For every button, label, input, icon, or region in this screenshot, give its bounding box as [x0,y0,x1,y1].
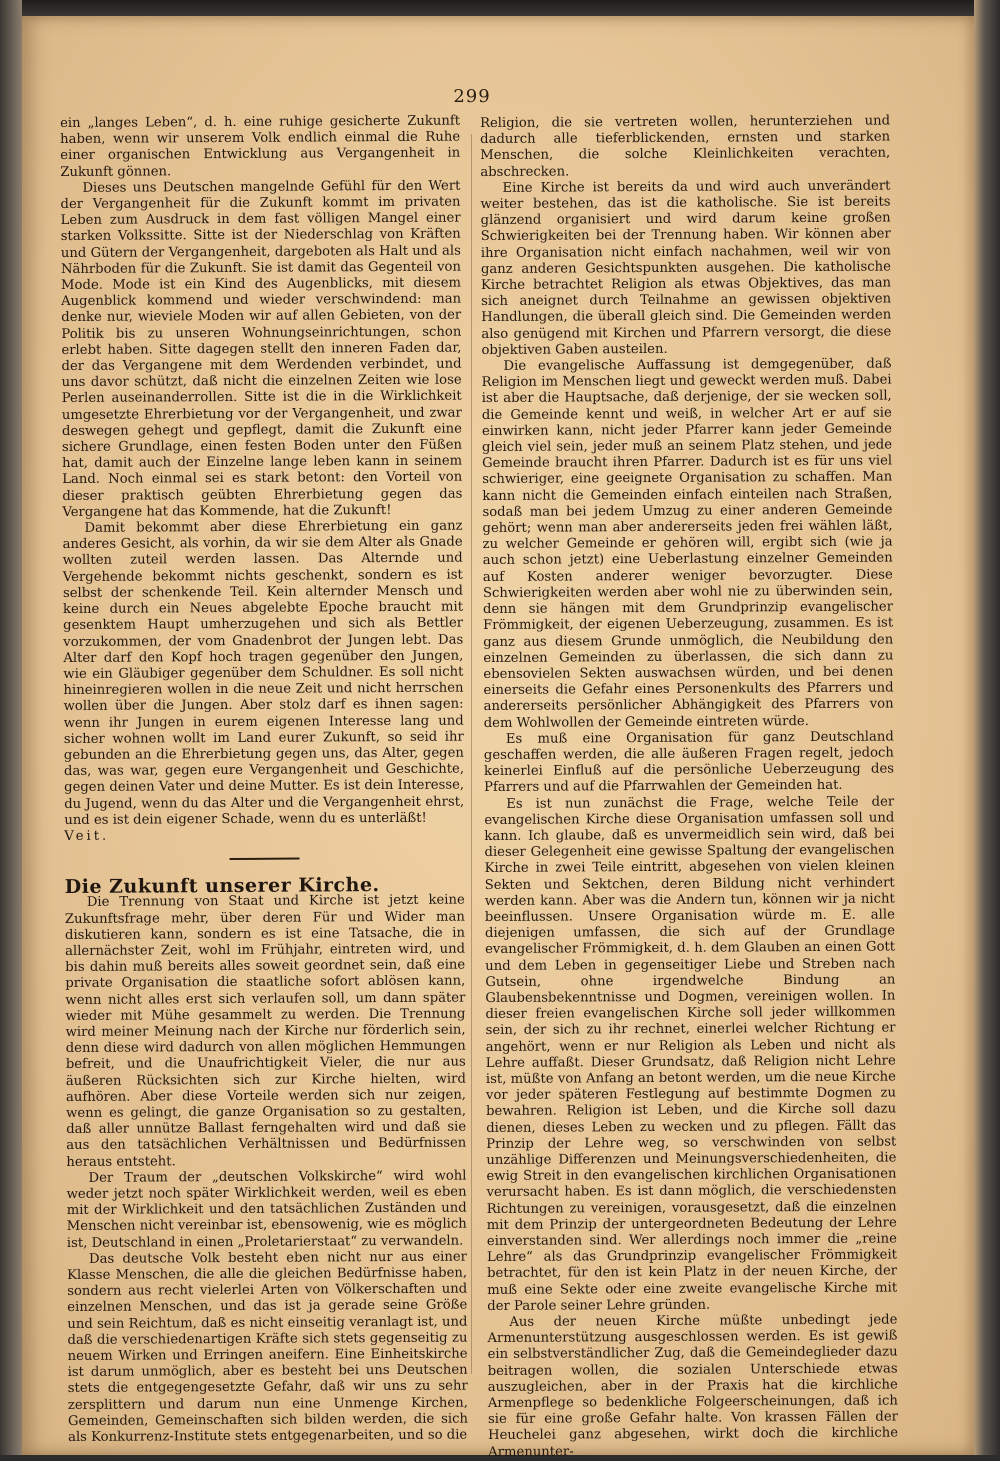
right-paragraph-2: Eine Kirche ist bereits da und wird auch unverändert weiter bestehen, das ist die katholische. Sie ist bereits glänzend organisiert und wird darum keine großen Schwierigkeiten bei der Trennung haben. Wir können aber ihre Organisation nicht einfach nachahmen, weil wir von ganz anderen Gesichtspunkten ausgehen. Die katholische Kirche betrachtet Religion als etwas Objektives, das man sich aneignet durch Teilnahme an gewissen objektiven Handlungen, die überall gleich sind. Die Gemeinden werden also genügend mit Kirchen und Pfarrern versorgt, die diese objektiven Gaben austeilen. [480,178,892,358]
right-column [480,113,898,1460]
column-divider [471,134,472,1374]
book-page [22,16,974,1460]
right-paragraph-4: Es muß eine Organisation für ganz Deutschland geschaffen werden, die alle äußeren Fragen regelt, jedoch keinerlei Einfluß auf die persönliche Ueberzeugung des Pfarrers und auf die Pfarrwahlen der Gemeinden hat. [483,729,895,796]
page-number: 299 [453,86,491,107]
right-paragraph-3: Die evangelische Auffassung ist demgegenüber, daß Religion im Menschen liegt und geweckt werden muß. Dabei ist aber die Hauptsache, daß derjenige, der sie wecken soll, die Gemeinde kennt und weiß, in welcher Art er auf sie einwirken kann, nicht jeder Pfarrer kann jeder Gemeinde gleich viel sein, jeder muß an seinem Platz stehen, und jede Gemeinde braucht ihren Pfarrer. Dadurch ist es für uns viel schwieriger, eine geeignete Organisation zu schaffen. Man kann nicht die Gemeinden einfach einteilen nach Straßen, sodaß man bei jedem Umzug zu einer anderen Gemeinde gehört; wenn man aber andererseits jeden frei wählen läßt, zu welcher Gemeinde er gehören will, ergibt sich (wie ja auch schon jetzt) eine Ueberlastung einzelner Gemeinden auf Kosten anderer weniger bevorzugter. Diese Schwierigkeiten werden aber wohl nie zu überwinden sein, denn sie hängen mit dem Grundprinzip evangelischer Frömmigkeit, der eigenen Ueberzeugung, zusammen. Es ist ganz aus diesem Grunde unmöglich, die Neubildung den einzelnen Gemeinden zu überlassen, die sich dann zu ebensovielen Sekten auswachsen würden, und bei denen einerseits die Gefahr eines Personenkults des Pfarrers und andererseits persönlicher Abhängigkeit des Pfarrers von dem Wohlwollen der Gemeinde eintreten würde. [481,356,894,731]
book-binding [0,0,22,1455]
article-heading: Die Zukunft unserer Kirche. [64,874,380,899]
left-paragraph-5: Der Traum der „deutschen Volkskirche“ wird wohl weder jetzt noch später Wirklichkeit werden, weil es eben mit der Wirklichkeit und den tatsächlichen Zuständen und Menschen nicht vereinbar ist, ebensowenig, wie es möglich ist, Deutschland in einen „Proletarierstaat“ zu verwandeln. [66,1168,467,1251]
left-paragraph-2: Dieses uns Deutschen mangelnde Gefühl für den Wert der Vergangenheit für die Zukunft kommt im privaten Leben zum Ausdruck in dem fast völligen Mangel einer starken Volkssitte. Sitte ist der Niederschlag von Kräften und Gütern der Vergangenheit, dargeboten als Halt und als Nährboden für die Zukunft. Sie ist damit das Gegenteil von Mode. Mode ist ein Kind des Augenblicks, mit diesem Augenblick kommend und wieder verschwindend: man denke nur, wieviele Moden wir auf allen Gebieten, von der Politik bis zu unseren Wohnungseinrichtungen, schon erlebt haben. Sitte dagegen stellt den inneren Faden dar, der das Vergangene mit dem Werdenden verbindet, und uns davor schützt, daß nicht die einzelnen Zeiten wie lose Perlen auseinanderrollen. Sitte ist die in die Wirklichkeit umgesetzte Ehrerbietung vor der Vergangenheit, und zwar deswegen gehegt und gepflegt, damit die Zukunft eine sichere Grundlage, einen festen Boden unter den Füßen hat, damit auch der Einzelne lange leben kann in seinem Land. Noch einmal sei es stark betont: den Vorteil von dieser praktisch geübten Ehrerbietung gegen das Vergangene hat das Kommende, hat die Zukunft! [60,178,463,520]
section-rule [230,858,300,860]
author-signature: Veit. [64,828,110,844]
left-paragraph-4: Die Trennung von Staat und Kirche ist jetzt keine Zukunftsfrage mehr, über deren Für und Wider man diskutieren kann, sondern es ist eine Tatsache, die in allernächster Zeit, wohl im Frühjahr, eintreten wird, und bis dahin muß bereits alles soweit geordnet sein, daß eine private Organisation die staatliche sofort ablösen kann, wenn nicht alles erst sich verlaufen soll, um dann später wieder mit Mühe gesammelt zu werden. Die Trennung wird meiner Meinung nach der Kirche nur förderlich sein, denn diese wird dadurch von allen möglichen Hemmungen befreit, und die Unaufrichtigkeit Vieler, die nur aus äußeren Rücksichten sich zur Kirche hielten, wird aufhören. Aber diese Vorteile werden sich nur zeigen, wenn es gelingt, die ganze Organisation so zu gestalten, daß aller unnütze Ballast ferngehalten wird und daß sie aus den tatsächlichen Verhältnissen und Bedürfnissen heraus entsteht. [64,892,467,1170]
right-paragraph-5: Es ist nun zunächst die Frage, welche Teile der evangelischen Kirche diese Organisation umfassen soll und kann. Ich glaube, daß es unvermeidlich sein wird, daß bei dieser Gelegenheit eine gewisse Spaltung der evangelischen Kirche in zwei Teile eintritt, abgesehen von vielen kleinen Sekten und Sektchen, deren Bildung nicht verhindert werden kann. Aber was die Andern tun, können wir ja nicht beeinflussen. Unsere Organisation würde m. E. alle diejenigen umfassen, die sich auf der Grundlage evangelischer Frömmigkeit, d. h. dem Glauben an einen Gott und dem Leben in gegenseitiger Liebe und Streben nach Gutsein, ohne irgendwelche Bindung an Glaubensbekenntnisse und Dogmen, vereinigen wollen. In dieser freien evangelischen Kirche soll jeder willkommen sein, der sich zu ihr rechnet, einerlei welcher Richtung er angehört, wenn er nur Religion als Leben und nicht als Lehre auffaßt. Dieser Grundsatz, daß Religion nicht Lehre ist, müßte von Anfang an betont werden, um die neue Kirche vor jeder späteren Festlegung auf bestimmte Dogmen zu bewahren. Religion ist Leben, und die Kirche soll dazu dienen, dieses Leben zu wecken und zu pflegen. Fällt das Prinzip der Lehre weg, so verschwinden von selbst unzählige Differenzen und Meinungsverschiedenheiten, die ewig Streit in den evangelischen kirchlichen Organisationen verursacht haben. Es ist dann möglich, die verschiedensten Richtungen zu vereinigen, vorausgesetzt, daß die einzelnen mit dem Prinzip der untergeordneten Bedeutung der Lehre einverstanden sind. Wer allerdings noch immer die „reine Lehre“ als das Grundprinzip evangelischer Frömmigkeit betrachtet, für den ist kein Platz in der neuen Kirche, der muß eine Sekte oder eine zweite evangelische Kirche mit der Parole seiner Lehre gründen. [484,794,898,1314]
left-paragraph-6: Das deutsche Volk besteht eben nicht nur aus einer Klasse Menschen, die alle die gleichen Bedürfnisse haben, sondern aus recht vielerlei Arten von Völkerschaften und einzelnen Menschen, und das ist ja gerade seine Größe und sein Reichtum, daß es nicht einseitig veranlagt ist, und daß die verschiedenartigen Kräfte sich stets gegenseitig zu neuem Wirken und Erringen aneifern. Eine Einheitskirche ist darum unmöglich, aber es besteht bei uns Deutschen stets die entgegengesetzte Gefahr, daß wir uns zu sehr zersplittern und darum nun eine Unmenge Kirchen, Gemeinden, Gemeinschaften sich bilden werden, die sich als Konkurrenz-Institute stets entgegenarbeiten, und so die [67,1249,469,1446]
left-paragraph-3: Damit bekommt aber diese Ehrerbietung ein ganz anderes Gesicht, als vorhin, da wir sie dem Alter als Gnade wollten zuteil werden lassen. Das Alternde und Vergehende bekommt nichts geschenkt, sondern es ist selbst der schenkende Teil. Kein alternder Mensch und keine durch ein Neues abgelebte Epoche braucht mit gesenktem Haupt umherzugehen und sich als Bettler vorzukommen, der vom Gnadenbrot der Jungen lebt. Das Alter darf den Kopf hoch tragen gegenüber den Jungen, wie ein Gläubiger gegenüber dem Schuldner. Es soll nicht hineinregieren wollen in die neue Zeit und nicht herrschen wollen über die Jungen. Aber stolz darf es ihnen sagen: wenn ihr Jungen in eurem eigenen Interesse lang und sicher wohnen wollt im Land eurer Zukunft, so seid ihr gebunden an die Ehrerbietung gegen uns, das Alter, gegen das, was war, gegen eure Vergangenheit und Geschichte, gegen deinen Vater und deine Mutter. Es ist dein Interesse, du Jugend, wenn du das Alter und die Vergangenheit ehrst, und es ist dein eigener Schade, wenn du es unterläßt! [62,518,465,828]
scan-right-edge [974,0,1000,1455]
left-paragraph-1: ein „langes Leben“, d. h. eine ruhige gesicherte Zukunft haben, wenn wir unserem Volk endlich einmal die Ruhe einer organischen Entwicklung aus Vergangenheit in Zukunft gönnen. [60,113,461,180]
right-paragraph-1: Religion, die sie vertreten wollen, herunterziehen und dadurch alle tieferblickenden, ernsten und starken Menschen, die solche Kleinlichkeiten verachten, abschrecken. [480,113,891,180]
right-paragraph-6: Aus der neuen Kirche müßte unbedingt jede Armenunterstützung ausgeschlossen werden. Es ist gewiß ein selbstverständlicher Zug, daß die Gemeindeglieder dazu beitragen wollen, die sozialen Unterschiede etwas auszugleichen, aber in der Praxis hat die kirchliche Armenpflege so bedenkliche Folgeerscheinungen, daß ich sie für eine große Gefahr halte. Von krassen Fällen der Heuchelei ganz abgesehen, wirkt doch die kirchliche Armenunter- [487,1312,899,1460]
left-column [60,114,468,1447]
